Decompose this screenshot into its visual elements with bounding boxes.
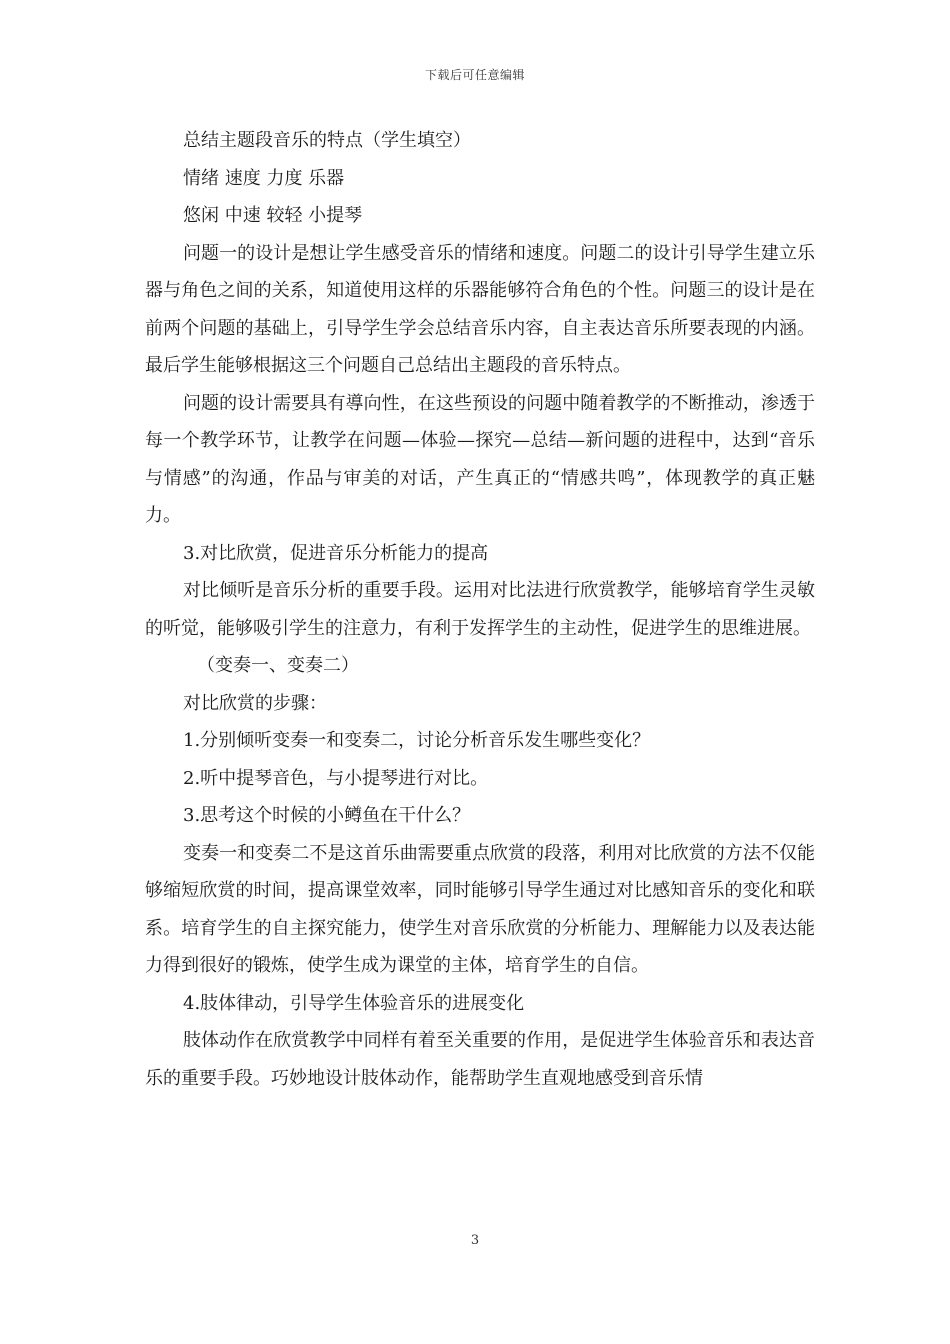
step-2: 2.听中提琴音色，与小提琴进行对比。 [183,767,489,789]
step-1: 1.分别倾听变奏一和变奏二，讨论分析音乐发生哪些变化？ [183,730,651,751]
summary-heading: 总结主题段音乐的特点（学生填空） [183,130,471,151]
document-body [145,122,815,1097]
steps-heading: 对比欣赏的步骤： [183,692,327,714]
step-3: 3.思考这个时候的小鳟鱼在干什么？ [183,805,471,826]
feature-answers: 悠闲 中速 较轻 小提琴 [183,205,363,226]
section-heading-4: 4.肢体律动，引导学生体验音乐的进展变化 [183,992,525,1014]
question-design-paragraph: 问题一的设计是想让学生感受音乐的情绪和速度。问题二的设计引导学生建立乐器与角色之间的关系，知道使用这样的乐器能够符合角色的个性。问题三的设计是在前两个问题的基础上，引导学生学会总结音乐内容，自主表达音乐所要表现的内涵。最后学生能够根据这三个问题自己总结出主题段的音乐特点。 [145,242,815,376]
body-movement-paragraph: 肢体动作在欣赏教学中同样有着至关重要的作用，是促进学生体验音乐和表达音乐的重要手段。巧妙地设计肢体动作，能帮助学生直观地感受到音乐情 [145,1030,815,1089]
guidance-paragraph: 问题的设计需要具有導向性，在这些预设的问题中随着教学的不断推动，渗透于每一个教学环节，让教学在问题—体验—探究—总结—新问题的进程中，达到“音乐与情感”的沟通，作品与审美的对话，产生真正的“情感共鸣”，体现教学的真正魅力。 [145,392,815,526]
section-heading-3: 3.对比欣赏，促进音乐分析能力的提高 [183,542,489,564]
variation-analysis-paragraph: 变奏一和变奏二不是这首乐曲需要重点欣赏的段落，利用对比欣赏的方法不仅能够缩短欣赏的时间，提高课堂效率，同时能够引导学生通过对比感知音乐的变化和联系。培育学生的自主探究能力，使学生对音乐欣赏的分析能力、理解能力以及表达能力得到很好的锻炼，使学生成为课堂的主体，培育学生的自信。 [145,842,815,976]
comparison-paragraph: 对比倾听是音乐分析的重要手段。运用对比法进行欣赏教学，能够培育学生灵敏的听觉，能够吸引学生的注意力，有利于发挥学生的主动性，促进学生的思维进展。 [145,580,815,639]
page-number: 3 [470,1233,480,1248]
feature-categories: 情绪 速度 力度 乐器 [183,167,345,189]
variation-note: （变奏一、变奏二） [197,655,359,676]
page-header: 下载后可任意编辑 [424,68,525,82]
